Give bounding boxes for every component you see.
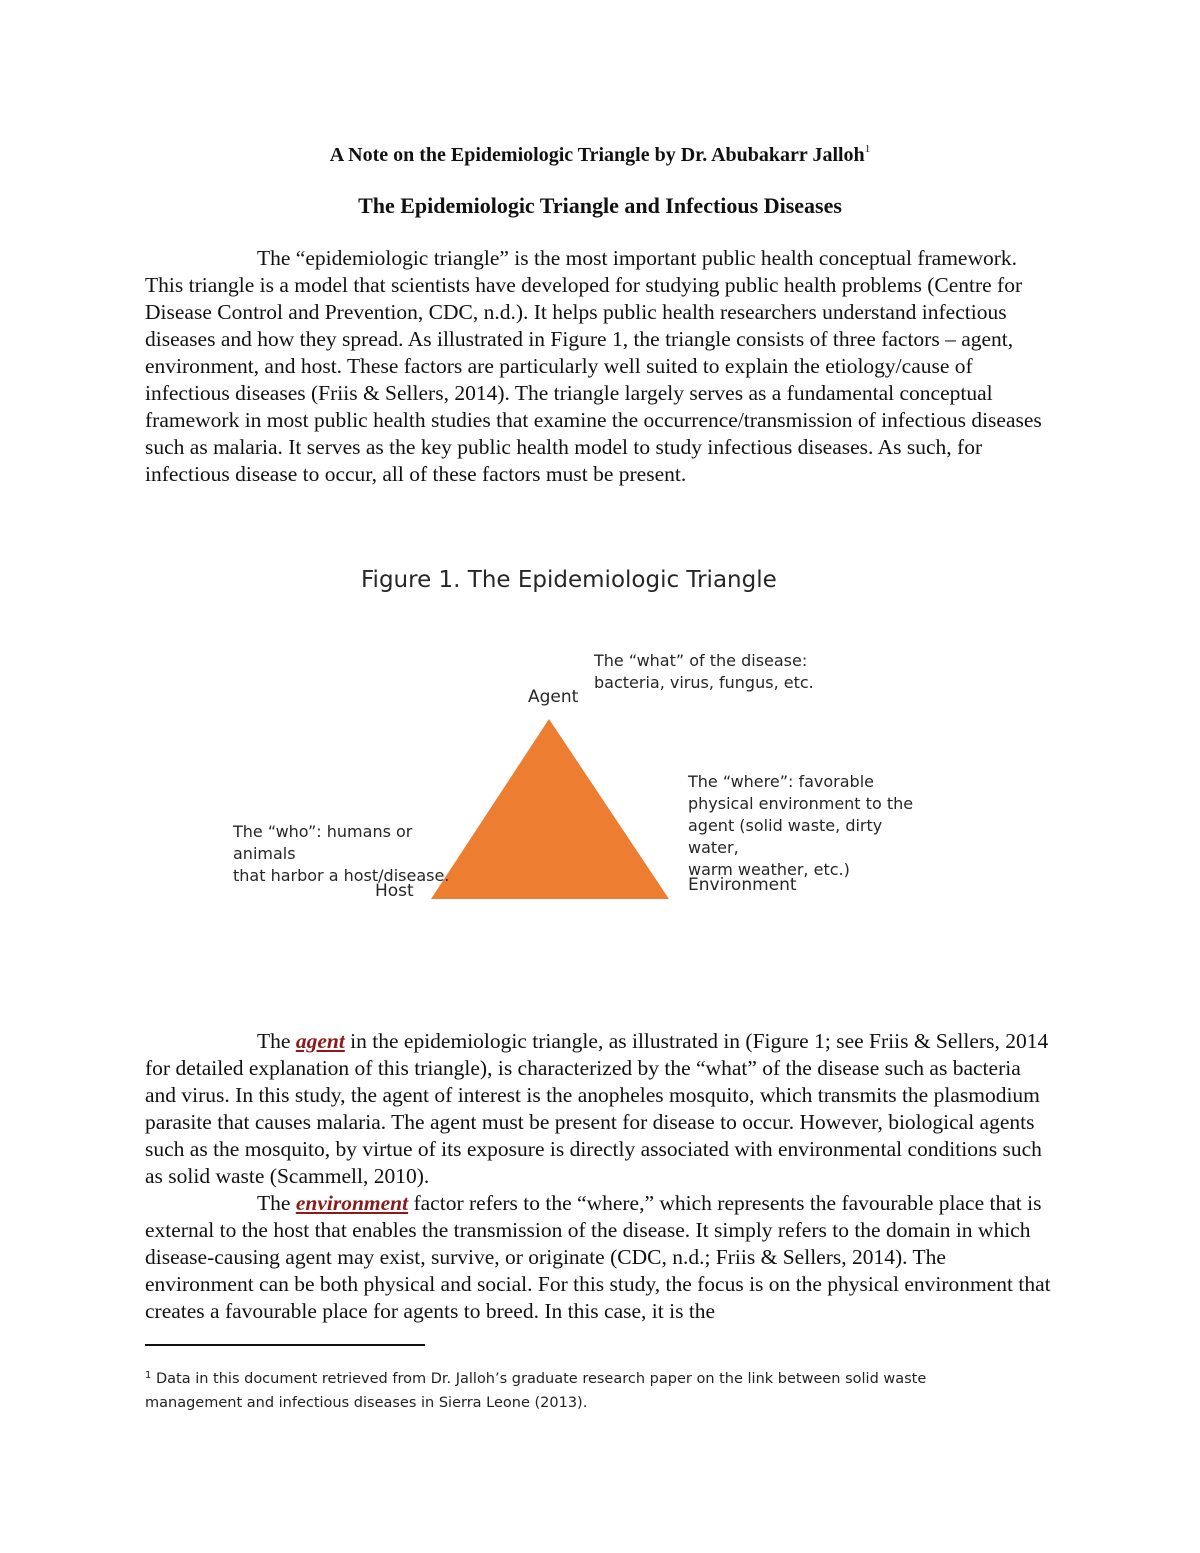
footnote-separator [145,1344,425,1346]
agent-term: agent [295,1029,345,1053]
document-title-text: A Note on the Epidemiologic Triangle by Dr. Abubakarr Jalloh [329,144,865,166]
environment-description-line: warm weather, etc.) [688,860,850,879]
agent-description-line: The “what” of the disease: [594,651,808,670]
agent-paragraph [145,1028,1057,1190]
environment-vertex-label: Environment [688,875,797,895]
environment-description-line: agent (solid waste, dirty water, [688,816,883,857]
environment-description [688,771,928,881]
title-footnote-mark: 1 [864,143,871,155]
host-description [233,821,473,887]
host-description-line: The “who”: humans or animals [233,822,413,863]
footnote-text: Data in this document retrieved from Dr. Jalloh’s graduate research paper on the link between solid waste management and infectious diseases in Sierra Leone (2013). [145,1371,927,1411]
agent-paragraph-body: in the epidemiologic triangle, as illustrated in (Figure 1; see Friis & Sellers, 2014 for detailed explanation of this triangle), is characterized by the “what” of the disease such as bacteria and virus. In this study, the agent of interest is the anopheles mosquito, which transmits the plasmodium parasite that causes malaria. The agent must be present for disease to occur. However, biological agents such as the mosquito, by virtue of its exposure is directly associated with environmental conditions such as solid waste (Scammell, 2010). [145,1029,1049,1188]
environment-paragraph-lead: The [257,1191,296,1215]
environment-term: environment [295,1191,409,1215]
environment-description-line: physical environment to the [688,794,914,813]
intro-paragraph: The “epidemiologic triangle” is the most important public health conceptual framework. This triangle is a model that scientists have developed for studying public health problems (Centre for Disease Control and Prevention, CDC, n.d.). It helps public health researchers understand infectious diseases and how they spread. As illustrated in Figure 1, the triangle consists of three factors – agent, environment, and host. These factors are particularly well suited to explain the etiology/cause of infectious diseases (Friis & Sellers, 2014). The triangle largely serves as a fundamental conceptual framework in most public health studies that examine the occurrence/transmission of infectious diseases such as malaria. It serves as the key public health model to study infectious diseases. As such, for infectious disease to occur, all of these factors must be present. [145,246,1042,486]
environment-paragraph [145,1190,1057,1325]
environment-paragraph-body: factor refers to the “where,” which represents the favourable place that is external to the host that enables the transmission of the disease. It simply refers to the domain in which disease-causing agent may exist, survive, or originate (CDC, n.d.; Friis & Sellers, 2014). The environment can be both physical and social. For this study, the focus is on the physical environment that creates a favourable place for agents to breed. In this case, it is the [145,1191,1051,1323]
agent-paragraph-lead: The [257,1029,296,1053]
footnote-mark: 1 [145,1370,152,1381]
agent-description-line: bacteria, virus, fungus, etc. [594,673,814,692]
footnote [145,1367,1025,1415]
agent-description [594,650,824,694]
section-heading: The Epidemiologic Triangle and Infectious Diseases [358,193,842,218]
host-vertex-label: Host [375,881,414,901]
host-description-line: that harbor a host/disease. [233,866,450,885]
agent-vertex-label: Agent [528,687,579,707]
environment-description-line: The “where”: favorable [688,772,874,791]
figure-title: Figure 1. The Epidemiologic Triangle [361,567,777,593]
